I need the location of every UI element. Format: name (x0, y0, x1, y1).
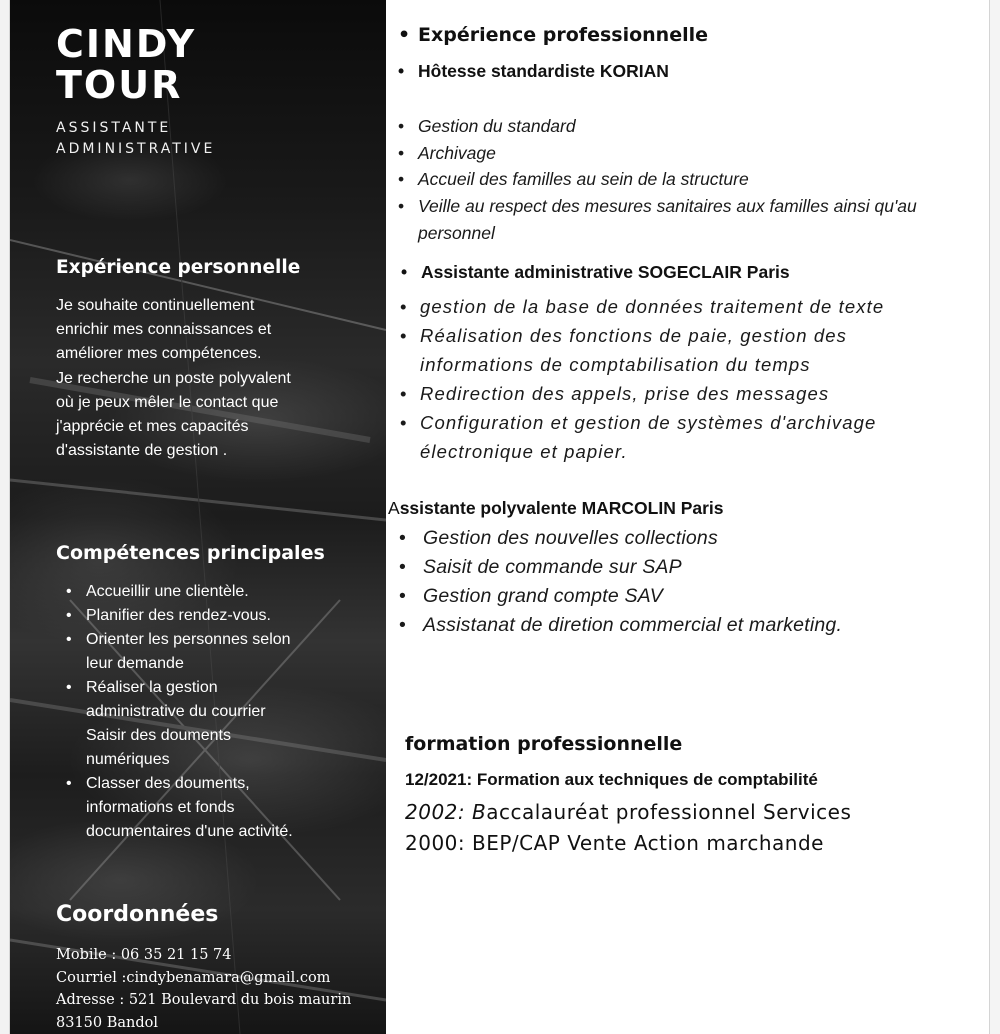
personal-text-line: j'apprécie et mes capacités (56, 418, 249, 436)
job-tasks-korian (398, 113, 973, 247)
contact-block (56, 944, 386, 1034)
last-name: TOUR (56, 63, 183, 107)
list-item (400, 379, 960, 408)
personal-text-line: enrichir mes connaissances et (56, 321, 272, 339)
job-title-text: ssistante polyvalente MARCOLIN Paris (399, 498, 724, 518)
bullet-icon: • (399, 585, 407, 607)
task-line: Gestion des nouvelles collections (423, 527, 718, 549)
bullet-icon: • (66, 607, 72, 624)
personal-text-line: améliorer mes compétences. (56, 345, 262, 363)
bullet-icon: • (66, 631, 72, 648)
page-edge-right (989, 0, 1000, 1034)
formation-year: 2002: (405, 800, 472, 824)
list-item (56, 676, 376, 772)
skill-line: Planifier des rendez-vous. (86, 607, 271, 624)
list-item (398, 193, 973, 246)
task-line: personnel (418, 222, 495, 243)
formation-heading: formation professionnelle (405, 733, 683, 755)
formation-text: accalauréat professionnel Services (486, 800, 852, 824)
skill-line: leur demande (86, 655, 184, 672)
bullet-icon: • (400, 296, 408, 317)
personal-text-line: où je peux mêler le contact que (56, 393, 279, 411)
task-line: Gestion grand compte SAV (423, 585, 664, 607)
list-item (56, 772, 376, 844)
job-title-text: Assistante administrative SOGECLAIR Paris (421, 262, 790, 282)
task-line: électronique et papier. (420, 441, 628, 462)
bullet-icon: • (399, 556, 407, 578)
job-title-korian (398, 61, 669, 82)
bullet-icon: • (66, 583, 72, 600)
list-item (399, 524, 959, 553)
skill-line: numériques (86, 751, 170, 768)
job-title-text: Hôtesse standardiste KORIAN (418, 61, 669, 81)
list-item (399, 582, 959, 611)
personal-text-line: Je souhaite continuellement (56, 297, 255, 314)
bullet-icon: • (398, 196, 405, 217)
job-title-sogeclair (401, 262, 790, 283)
skill-line: Orienter les personnes selon (86, 631, 291, 648)
list-item (399, 611, 959, 640)
contact-city: 83150 Bandol (56, 1014, 159, 1031)
formation-item (405, 800, 851, 824)
task-line: Archivage (418, 142, 496, 163)
formation-item: 2000: BEP/CAP Vente Action marchande (405, 831, 824, 855)
contact-email: Courriel :cindybenamara@gmail.com (56, 969, 331, 986)
bullet-icon: • (398, 61, 405, 81)
list-item (56, 628, 376, 676)
job-subtitle-line-1: ASSISTANTE (56, 120, 172, 136)
bullet-icon: • (399, 614, 407, 636)
list-item (398, 140, 973, 167)
list-item (398, 166, 973, 193)
page-edge-left (0, 0, 10, 1034)
bullet-icon: • (398, 142, 405, 163)
task-line: informations de comptabilisation du temps (420, 354, 811, 375)
contact-heading: Coordonnées (56, 902, 219, 927)
job-tasks-marcolin (399, 524, 959, 640)
skill-line: Saisir des douments (86, 727, 231, 744)
skill-line: Réaliser la gestion (86, 679, 218, 696)
list-item (399, 553, 959, 582)
list-item (398, 113, 973, 140)
list-item (400, 321, 960, 379)
experience-heading-text: Expérience professionnelle (418, 24, 708, 46)
task-line: Assistanat de diretion commercial et marketing. (423, 614, 843, 636)
job-tasks-sogeclair (400, 292, 960, 466)
contact-mobile: Mobile : 06 35 21 15 74 (56, 947, 232, 963)
first-name: CINDY (56, 22, 197, 66)
formation-text-initial: B (472, 800, 487, 824)
bullet-icon: • (66, 679, 72, 696)
task-line: Gestion du standard (418, 116, 576, 136)
task-line: Saisit de commande sur SAP (423, 556, 682, 578)
formation-item: 12/2021: Formation aux techniques de comptabilité (405, 770, 818, 789)
skill-line: Accueillir une clientèle. (86, 583, 249, 600)
list-item (400, 292, 960, 321)
bullet-icon: • (398, 169, 405, 190)
bullet-icon: • (398, 24, 411, 46)
skill-line: Classer des douments, (86, 775, 250, 792)
task-line: Veille au respect des mesures sanitaires aux familles ainsi qu'au (418, 196, 917, 217)
skill-line: informations et fonds (86, 799, 235, 816)
task-line: Configuration et gestion de systèmes d'archivage (420, 412, 877, 433)
bullet-icon: • (400, 325, 408, 346)
bullet-icon: • (399, 527, 407, 549)
personal-experience-heading: Expérience personnelle (56, 257, 301, 278)
skill-line: administrative du courrier (86, 703, 266, 720)
list-item (400, 408, 960, 466)
bullet-icon: • (400, 412, 408, 433)
list-item (56, 604, 376, 628)
experience-heading (398, 24, 708, 46)
contact-address: Adresse : 521 Boulevard du bois maurin (56, 992, 352, 1008)
task-line: Accueil des familles au sein de la structure (418, 169, 749, 190)
sidebar-panel (10, 0, 386, 1034)
task-line: Réalisation des fonctions de paie, gestion des (420, 325, 848, 346)
skills-heading: Compétences principales (56, 542, 325, 564)
task-line: gestion de la base de données traitement de texte (420, 296, 885, 317)
bullet-icon: • (400, 383, 408, 404)
bullet-icon: • (401, 262, 408, 282)
task-line: Redirection des appels, prise des messages (420, 383, 830, 404)
personal-text-line: d'assistante de gestion . (56, 442, 228, 460)
job-title-marcolin (388, 498, 724, 519)
list-item (56, 580, 376, 604)
job-subtitle-line-2: ADMINISTRATIVE (56, 141, 216, 157)
job-title-first-letter: A (388, 498, 400, 518)
personal-text-line: Je recherche un poste polyvalent (56, 369, 291, 387)
personal-experience-text (56, 294, 376, 463)
skills-list (56, 580, 376, 844)
skill-line: documentaires d'une activité. (86, 823, 293, 840)
bullet-icon: • (66, 775, 72, 792)
bullet-icon: • (398, 116, 405, 136)
